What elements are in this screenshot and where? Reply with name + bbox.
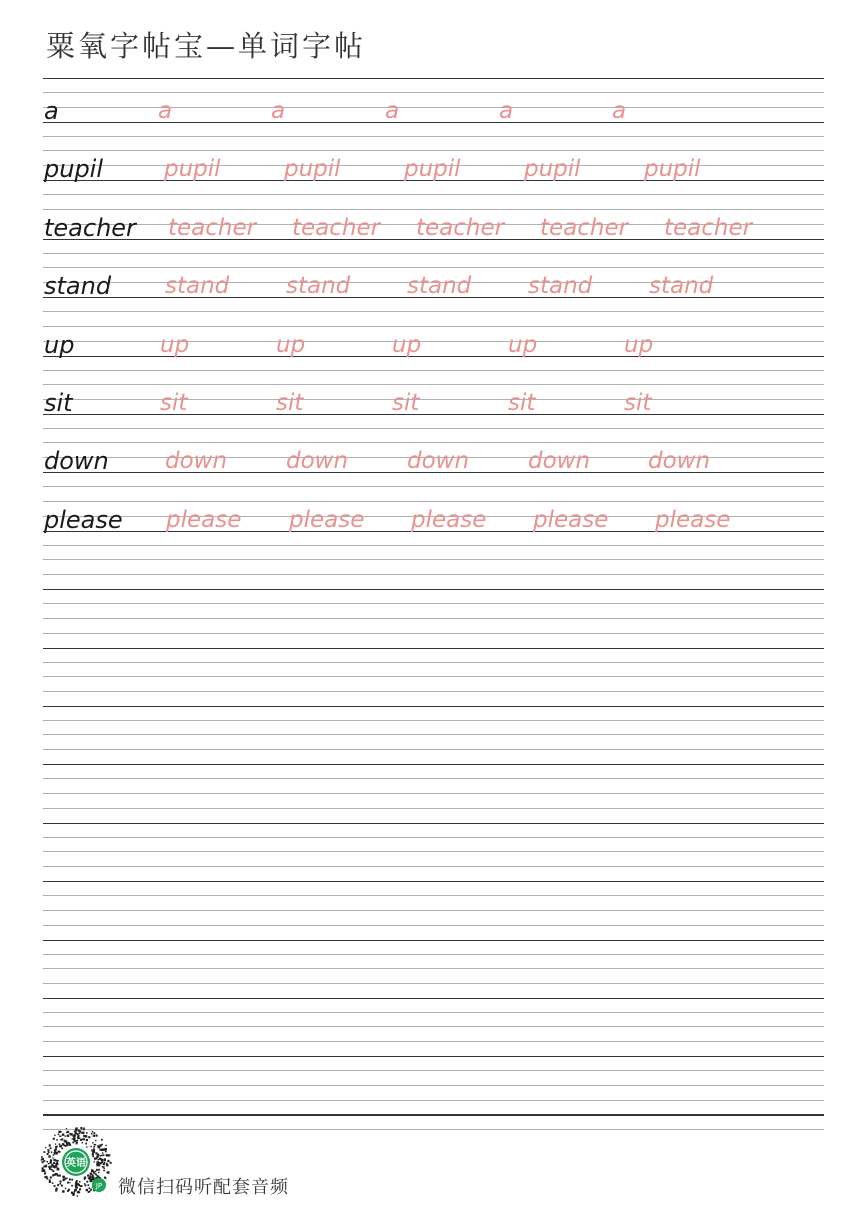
model-word: up: [44, 330, 75, 359]
grid-line: [43, 559, 824, 560]
word-row: [43, 136, 824, 184]
trace-word: please: [655, 506, 731, 533]
trace-word: stand: [649, 273, 714, 300]
word-row: [43, 78, 824, 125]
grid-line: [43, 968, 824, 969]
grid-line: [43, 618, 824, 619]
trace-word: please: [533, 506, 609, 533]
model-word: a: [44, 97, 59, 125]
grid-line: [43, 764, 824, 765]
page-title: 粟氧字帖宝—单词字帖: [46, 29, 367, 63]
model-word: pupil: [44, 155, 104, 184]
trace-word: teacher: [292, 214, 381, 241]
trace-word: sit: [276, 390, 304, 416]
grid-line: [43, 998, 824, 999]
trace-word: a: [499, 98, 514, 124]
trace-word: sit: [508, 390, 536, 416]
trace-word: up: [160, 331, 190, 358]
grid-line: [43, 633, 824, 634]
grid-line: [43, 749, 824, 750]
trace-word: up: [392, 331, 422, 358]
grid-line: [43, 910, 824, 911]
grid-line: [43, 778, 824, 779]
grid-line: [43, 808, 824, 809]
footer-text: 微信扫码听配套音频: [118, 1177, 289, 1198]
grid-line: [43, 720, 824, 721]
trace-word: stand: [528, 273, 593, 300]
qr-badge-label: 英语: [66, 1158, 86, 1169]
grid-line: [43, 851, 824, 852]
grid-line: [43, 545, 824, 546]
trace-word: stand: [286, 273, 351, 300]
trace-word: teacher: [664, 214, 753, 241]
model-word: sit: [44, 389, 73, 417]
trace-word: up: [508, 331, 538, 358]
model-word: down: [44, 447, 109, 476]
grid-line: [43, 866, 824, 867]
trace-word: teacher: [416, 214, 505, 241]
grid-line: [43, 983, 824, 984]
grid-line: [43, 925, 824, 926]
grid-line: [43, 1100, 824, 1101]
grid-line: [43, 574, 824, 575]
grid-line: [43, 648, 824, 649]
trace-word: down: [528, 448, 591, 475]
grid-line: [43, 589, 824, 590]
grid-line: [43, 603, 824, 604]
trace-word: a: [271, 98, 286, 124]
model-word: teacher: [44, 213, 136, 242]
grid-line: [43, 734, 824, 735]
grid-line: [43, 823, 824, 824]
word-row: [43, 428, 824, 476]
trace-word: please: [411, 506, 487, 533]
word-row: [43, 487, 824, 534]
grid-line: [43, 662, 824, 663]
trace-word: stand: [407, 273, 472, 300]
trace-word: a: [158, 98, 173, 124]
grid-line: [43, 706, 824, 707]
trace-word: up: [624, 331, 654, 358]
grid-line: [43, 837, 824, 838]
grid-line: [43, 1070, 824, 1071]
grid-line: [43, 895, 824, 896]
word-row: [43, 195, 824, 242]
grid-line: [43, 793, 824, 794]
grid-line: [43, 940, 824, 941]
footer: [40, 1126, 400, 1198]
trace-word: sit: [160, 390, 188, 416]
trace-word: down: [165, 448, 228, 475]
trace-word: pupil: [524, 156, 581, 183]
trace-word: a: [612, 98, 627, 124]
qr-corner-label: JP: [95, 1182, 103, 1190]
trace-word: down: [407, 448, 470, 475]
trace-word: please: [289, 506, 365, 533]
grid-line: [43, 1114, 824, 1115]
model-word: stand: [44, 272, 112, 301]
qr-code-icon: [40, 1126, 112, 1198]
trace-word: teacher: [168, 214, 257, 241]
grid-line: [43, 1012, 824, 1013]
trace-word: down: [648, 448, 711, 475]
grid-line: [43, 1056, 824, 1057]
trace-word: please: [166, 506, 242, 533]
trace-word: pupil: [404, 156, 461, 183]
grid-line: [43, 881, 824, 882]
grid-line: [43, 1085, 824, 1086]
trace-word: sit: [392, 390, 420, 416]
word-row: [43, 253, 824, 301]
trace-word: down: [286, 448, 349, 475]
trace-word: teacher: [540, 214, 629, 241]
trace-word: pupil: [284, 156, 341, 183]
writing-grid: [43, 78, 824, 1118]
grid-line: [43, 691, 824, 692]
grid-line: [43, 1041, 824, 1042]
trace-word: pupil: [164, 156, 221, 183]
trace-word: up: [276, 331, 306, 358]
grid-line: [43, 954, 824, 955]
trace-word: a: [385, 98, 400, 124]
word-row: [43, 370, 824, 417]
trace-word: sit: [624, 390, 652, 416]
model-word: please: [44, 505, 123, 534]
trace-word: stand: [165, 273, 230, 300]
grid-line: [43, 676, 824, 677]
trace-word: pupil: [644, 156, 701, 183]
grid-line: [43, 1026, 824, 1027]
word-row: [43, 312, 824, 359]
